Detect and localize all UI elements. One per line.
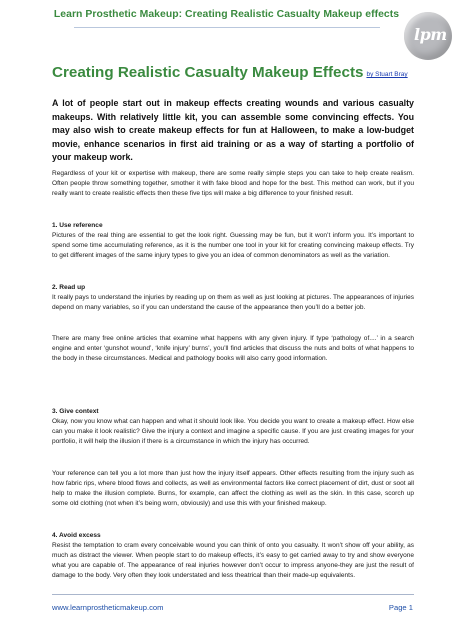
footer-website-link[interactable]: www.learnprostheticmakeup.com <box>52 603 164 612</box>
section-read-up <box>52 283 414 313</box>
section-text: Resist the temptation to cram every conceivable wound you can think of onto you casualty. It won’t show off your ability, as much as distract the viewer. When people start to do makeup effects, it’s easy to get carried away to try and show everyone what you are capable of. The appearance of real injuries however don’t occur to impress anyone-they are just the result of damage to the body. Very often they look understated and less theatrical than their made-up equivalents. <box>52 542 414 580</box>
section-give-context <box>52 407 414 447</box>
article-title-text: Creating Realistic Casualty Makeup Effects <box>52 64 364 81</box>
section-give-context-paragraph-2: Your reference can tell you a lot more than just how the injury itself appears. Other effects resulting from the injury such as how fabric rips, where blood flows and collects, as well as environmental factors like correct placement of dirt, dust or soot all help to make the illusion complete. Burns, for example, can affect the clothing as well as the skin. In this case, scorch up some old clothing (not when it’s being worn, obviously) and use this with your finished makeup. <box>52 470 414 508</box>
section-read-up-paragraph-2: There are many free online articles that examine what happens with any given injury. If type ‘pathology of....’ in a search engine and enter ‘gunshot wound’, ‘knife injury’ burns’, you’ll find articles that discuss the nuts and bolts of what happens to the body in these circumstances. Medical and pathology books will also carry good information. <box>52 335 414 363</box>
intro-paragraph: A lot of people start out in makeup effects creating wounds and various casualty makeups. With relatively little kit, you can assemble some convincing effects. You may also wish to create makeup effects for fun at Halloween, to make a low-budget movie, enhance scenarios in first aid training or as a way of starting a portfolio of your makeup work. <box>52 98 414 163</box>
running-header: Learn Prosthetic Makeup: Creating Realistic Casualty Makeup effects <box>53 9 400 20</box>
section-heading: 4. Avoid excess <box>52 532 101 539</box>
section-heading: 1. Use reference <box>52 222 103 229</box>
section-use-reference <box>52 221 414 261</box>
article-title <box>52 64 408 81</box>
paragraph-1: Regardless of your kit or expertise with makeup, there are some really simple steps you can take to help create realism. Often people throw something together, smother it with fake blood and hope for the best. This method can work, but if you really want to create realistic effects then these five tips will make a big difference to your finished result. <box>52 170 414 198</box>
footer-divider <box>52 594 414 595</box>
section-text: Pictures of the real thing are essential to get the look right. Guessing may be fun, but it won’t inform you. It’s important to spend some time accumulating reference, as it is the number one tool in your kit for creating convincing makeup effects. Try to get different images of the same injury types to give you an idea of common denominators as well as the variation. <box>52 232 414 260</box>
lpm-logo-icon <box>404 12 452 60</box>
section-heading: 2. Read up <box>52 284 86 291</box>
byline-link[interactable]: by Stuart Bray <box>366 71 408 78</box>
page-number: Page 1 <box>388 603 413 612</box>
header-divider <box>74 27 380 28</box>
section-heading: 3. Give context <box>52 408 99 415</box>
section-avoid-excess <box>52 531 414 581</box>
section-text: Okay, now you know what can happen and what it should look like. You decide you want to create a makeup effect. How else can you make it look realistic? Give the injury a context and imagine a specific cause. If you are just creating images for your portfolio, it will help the illusion if there is a circumstance in which the injury has occurred. <box>52 418 414 446</box>
logo-text: lpm <box>414 25 447 44</box>
section-text: It really pays to understand the injuries by reading up on them as well as just looking at pictures. The appearances of injuries depend on many variables, so if you can understand the cause of the appearance then you’ll do a better job. <box>52 294 414 312</box>
